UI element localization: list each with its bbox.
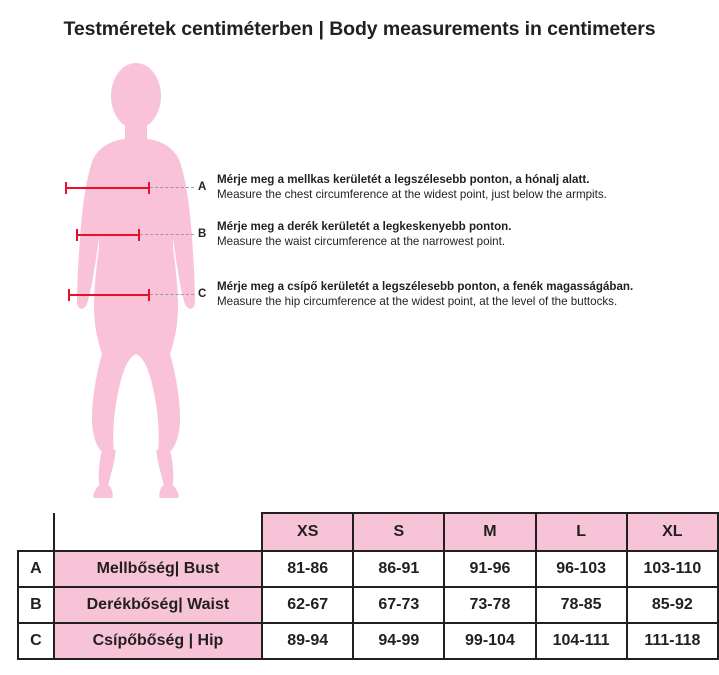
- bust-xs-value: 81-86: [262, 551, 353, 587]
- header-size-m: M: [444, 513, 535, 551]
- hip-measure-line: [68, 294, 150, 296]
- header-size-xs: XS: [262, 513, 353, 551]
- hip-marker-letter: C: [198, 288, 207, 300]
- row-letter-a: A: [18, 551, 54, 587]
- bust-instruction-en: Measure the chest circumference at the widest point, just below the armpits.: [217, 187, 607, 201]
- header-size-s: S: [353, 513, 444, 551]
- hip-instruction-hu: Mérje meg a csípő kerületét a legszélesebb ponton, a fenék magasságában.: [217, 280, 634, 293]
- hip-l-value: 104-111: [536, 623, 627, 659]
- header-blank-label: [54, 513, 262, 551]
- female-body-silhouette: [36, 62, 236, 507]
- header-blank-letter: [18, 513, 54, 551]
- bust-l-value: 96-103: [536, 551, 627, 587]
- waist-instruction-hu: Mérje meg a derék kerületét a legkeskenyebb ponton.: [217, 220, 512, 233]
- hip-xs-value: 89-94: [262, 623, 353, 659]
- waist-instruction-en: Measure the waist circumference at the narrowest point.: [217, 234, 506, 248]
- header-size-l: L: [536, 513, 627, 551]
- page-title: Testméretek centiméterben | Body measurements in centimeters: [63, 18, 656, 40]
- bust-measure-line: [65, 187, 150, 189]
- table-row: [18, 587, 718, 623]
- row-letter-c: C: [18, 623, 54, 659]
- hip-s-value: 94-99: [353, 623, 444, 659]
- table-header-row: [18, 513, 718, 551]
- row-label-hip: Csípőbőség | Hip: [54, 623, 262, 659]
- bust-leader-line: [150, 187, 194, 188]
- bust-marker-letter: A: [198, 181, 207, 193]
- table-row: [18, 551, 718, 587]
- bust-measure-cap-left: [65, 182, 67, 194]
- bust-xl-value: 103-110: [627, 551, 718, 587]
- bust-instruction-hu: Mérje meg a mellkas kerületét a legszélesebb ponton, a hónalj alatt.: [217, 173, 590, 186]
- size-table: [17, 512, 719, 660]
- waist-l-value: 78-85: [536, 587, 627, 623]
- table-row: [18, 623, 718, 659]
- waist-xs-value: 62-67: [262, 587, 353, 623]
- hip-instruction: [217, 280, 633, 309]
- hip-xl-value: 111-118: [627, 623, 718, 659]
- waist-measure-cap-right: [138, 229, 140, 241]
- waist-xl-value: 85-92: [627, 587, 718, 623]
- waist-instruction: [217, 220, 511, 249]
- hip-m-value: 99-104: [444, 623, 535, 659]
- row-label-waist: Derékbőség| Waist: [54, 587, 262, 623]
- bust-instruction: [217, 173, 607, 202]
- header-size-xl: XL: [627, 513, 718, 551]
- hip-instruction-en: Measure the hip circumference at the widest point, at the level of the buttocks.: [217, 294, 618, 308]
- waist-marker-letter: B: [198, 228, 207, 240]
- waist-s-value: 67-73: [353, 587, 444, 623]
- waist-m-value: 73-78: [444, 587, 535, 623]
- hip-leader-line: [150, 294, 194, 295]
- waist-leader-line: [140, 234, 194, 235]
- bust-m-value: 91-96: [444, 551, 535, 587]
- bust-measure-cap-right: [148, 182, 150, 194]
- bust-s-value: 86-91: [353, 551, 444, 587]
- waist-measure-cap-left: [76, 229, 78, 241]
- row-label-bust: Mellbőség| Bust: [54, 551, 262, 587]
- row-letter-b: B: [18, 587, 54, 623]
- hip-measure-cap-right: [148, 289, 150, 301]
- waist-measure-line: [76, 234, 140, 236]
- hip-measure-cap-left: [68, 289, 70, 301]
